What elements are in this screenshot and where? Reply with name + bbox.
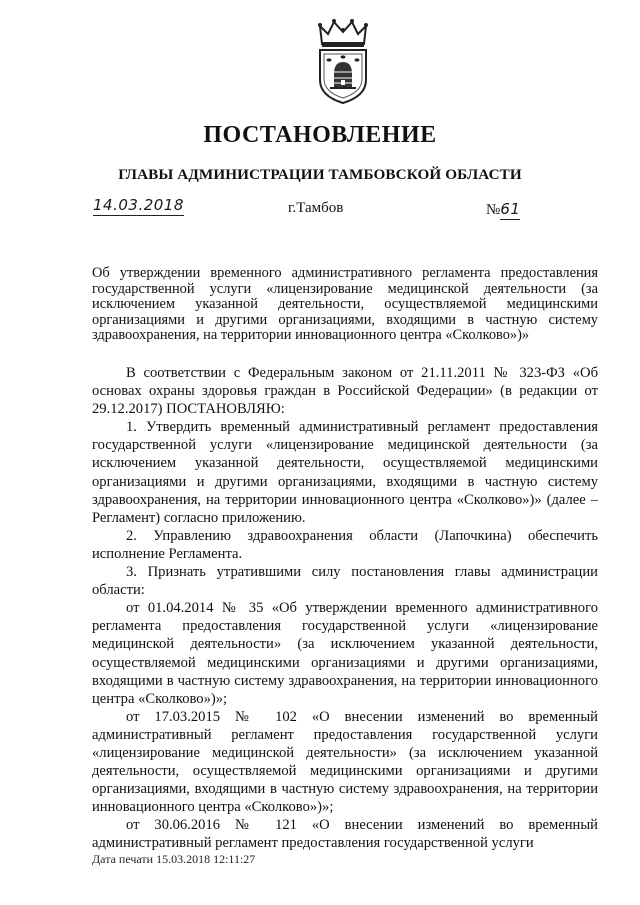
document-date: 14.03.2018	[93, 196, 184, 214]
page-subtitle: ГЛАВЫ АДМИНИСТРАЦИИ ТАМБОВСКОЙ ОБЛАСТИ	[118, 166, 522, 183]
body-paragraph: 2. Управлению здравоохранения области (Лапочкина) обеспечить исполнение Регламента.	[92, 527, 598, 562]
number-label: №	[486, 202, 501, 218]
document-subject: Об утверждении временного административного регламента предоставления государственной услуги «лицензирование медицинской деятельности (за исключением указанной деятельности, осуществляемой медицинскими организациями и другими организациями, входящими в частную систему здравоохранения, на территории инновационного центра «Сколково»)»	[92, 265, 598, 343]
body-paragraph: 3. Признать утратившими силу постановления главы администрации области:	[92, 564, 598, 599]
print-date-footer: Дата печати 15.03.2018 12:11:27	[92, 852, 256, 866]
document-city: г.Тамбов	[288, 200, 344, 216]
body-paragraph: В соответствии с Федеральным законом от 21.11.2011 № 323-ФЗ «Об основах охраны здоровья граждан в Российской Федерации» (в редакции от 29.12.2017) ПОСТАНОВЛЯЮ:	[92, 365, 598, 418]
document-body	[92, 364, 598, 853]
document-number	[486, 200, 520, 219]
body-paragraph: 1. Утвердить временный административный регламент предоставления государственной услуги «лицензирование медицинской деятельности (за исключением указанной деятельности, осуществляемой медицинскими организациями и другими организациями, входящими в частную систему здравоохранения, на территории инновационного центра «Сколково»)» (далее – Регламент) согласно приложению.	[92, 419, 598, 526]
body-paragraph: от 01.04.2014 № 35 «Об утверждении временного административного регламента предоставления государственной услуги «лицензирование медицинской деятельности» (за исключением указанной деятельности, осуществляемой медицинскими организациями и другими организациями, входящими в частную систему здравоохранения, на территории инновационного центра «Сколково»)»;	[92, 600, 598, 707]
page-title: ПОСТАНОВЛЕНИЕ	[203, 122, 437, 148]
body-paragraph: от 17.03.2015 № 102 «О внесении изменений во временный административный регламент предоставления государственной услуги «лицензирование медицинской деятельности» (за исключением указанной деятельности, осуществляемой медицинскими организациями и другими организациями, входящими в частную систему здравоохранения, на территории инновационного центра «Сколково»)»;	[92, 708, 598, 816]
number-value: 61	[500, 200, 521, 218]
body-paragraph: от 30.06.2016 № 121 «О внесении изменений во временный административный регламент предоставления государственной услуги	[92, 817, 598, 852]
tambov-coat-of-arms-icon	[314, 16, 372, 106]
